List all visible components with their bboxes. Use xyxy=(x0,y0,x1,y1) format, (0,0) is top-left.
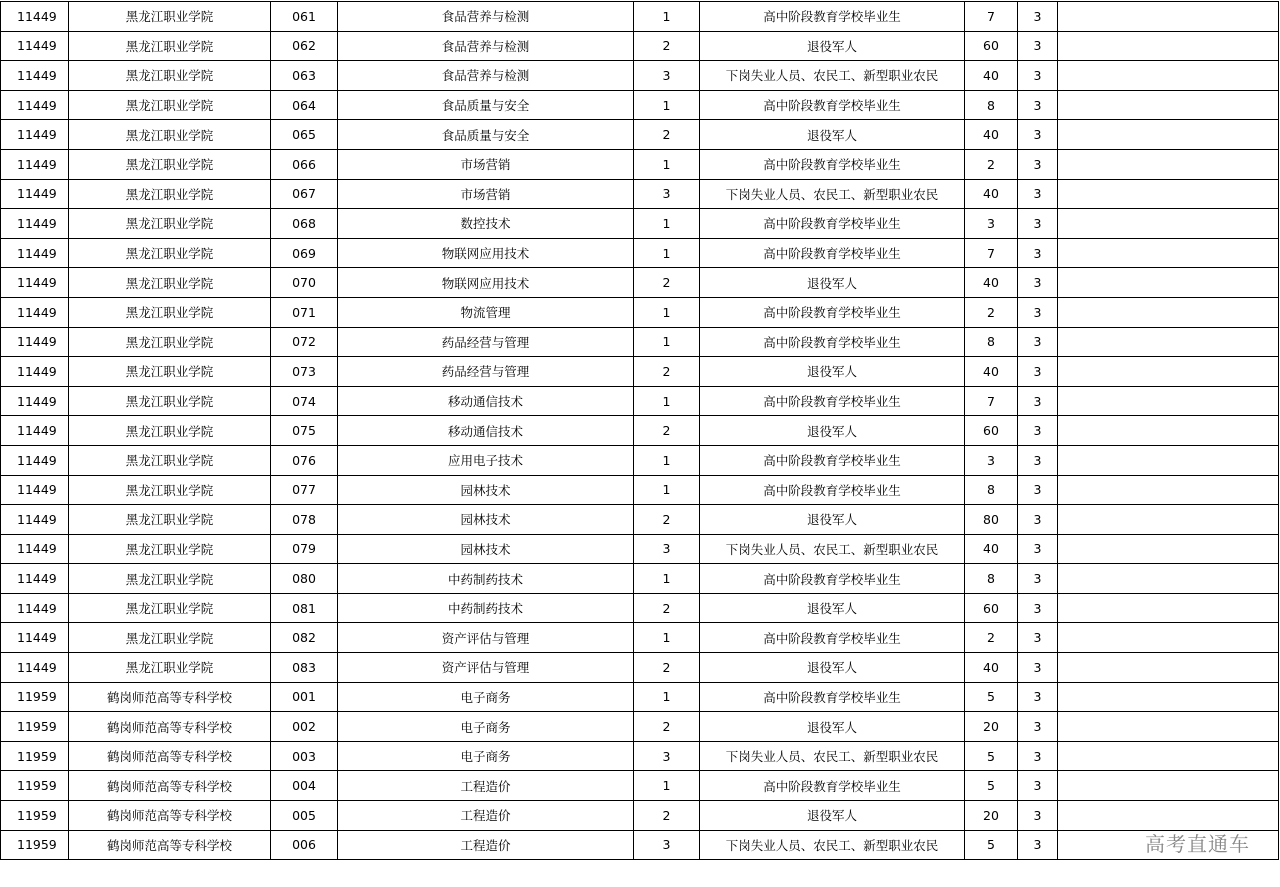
major-code-cell: 063 xyxy=(271,61,338,91)
major-code-cell: 073 xyxy=(271,357,338,387)
note-cell xyxy=(1058,2,1279,32)
table-row xyxy=(1,771,1279,801)
applicant-category-cell: 高中阶段教育学校毕业生 xyxy=(700,475,965,505)
study-years-cell: 3 xyxy=(1018,357,1058,387)
major-name-cell: 食品营养与检测 xyxy=(338,61,634,91)
applicant-category-cell: 高中阶段教育学校毕业生 xyxy=(700,386,965,416)
school-name-cell: 鹤岗师范高等专科学校 xyxy=(69,682,271,712)
school-name-cell: 黑龙江职业学院 xyxy=(69,564,271,594)
major-name-cell: 市场营销 xyxy=(338,179,634,209)
school-name-cell: 黑龙江职业学院 xyxy=(69,149,271,179)
table-row xyxy=(1,149,1279,179)
institution-code-cell: 11449 xyxy=(1,593,69,623)
institution-code-cell: 11959 xyxy=(1,830,69,860)
table-row xyxy=(1,120,1279,150)
table-row xyxy=(1,505,1279,535)
institution-code-cell: 11959 xyxy=(1,741,69,771)
major-name-cell: 园林技术 xyxy=(338,475,634,505)
applicant-type-cell: 2 xyxy=(634,416,700,446)
plan-count-cell: 8 xyxy=(965,564,1018,594)
note-cell xyxy=(1058,534,1279,564)
major-code-cell: 083 xyxy=(271,653,338,683)
applicant-type-cell: 1 xyxy=(634,327,700,357)
plan-count-cell: 3 xyxy=(965,445,1018,475)
applicant-category-cell: 高中阶段教育学校毕业生 xyxy=(700,623,965,653)
major-name-cell: 中药制药技术 xyxy=(338,593,634,623)
major-code-cell: 081 xyxy=(271,593,338,623)
major-name-cell: 物联网应用技术 xyxy=(338,268,634,298)
note-cell xyxy=(1058,238,1279,268)
school-name-cell: 黑龙江职业学院 xyxy=(69,61,271,91)
school-name-cell: 鹤岗师范高等专科学校 xyxy=(69,771,271,801)
applicant-category-cell: 高中阶段教育学校毕业生 xyxy=(700,2,965,32)
plan-count-cell: 3 xyxy=(965,209,1018,239)
school-name-cell: 黑龙江职业学院 xyxy=(69,534,271,564)
study-years-cell: 3 xyxy=(1018,445,1058,475)
study-years-cell: 3 xyxy=(1018,505,1058,535)
institution-code-cell: 11449 xyxy=(1,2,69,32)
plan-count-cell: 8 xyxy=(965,327,1018,357)
table-row xyxy=(1,327,1279,357)
table-row xyxy=(1,179,1279,209)
applicant-category-cell: 退役军人 xyxy=(700,31,965,61)
plan-count-cell: 7 xyxy=(965,238,1018,268)
applicant-category-cell: 退役军人 xyxy=(700,268,965,298)
study-years-cell: 3 xyxy=(1018,416,1058,446)
note-cell xyxy=(1058,149,1279,179)
school-name-cell: 黑龙江职业学院 xyxy=(69,297,271,327)
note-cell xyxy=(1058,653,1279,683)
applicant-type-cell: 1 xyxy=(634,682,700,712)
applicant-category-cell: 高中阶段教育学校毕业生 xyxy=(700,771,965,801)
study-years-cell: 3 xyxy=(1018,682,1058,712)
table-row xyxy=(1,801,1279,831)
applicant-category-cell: 下岗失业人员、农民工、新型职业农民 xyxy=(700,534,965,564)
study-years-cell: 3 xyxy=(1018,61,1058,91)
major-name-cell: 工程造价 xyxy=(338,771,634,801)
major-name-cell: 工程造价 xyxy=(338,801,634,831)
enrollment-table xyxy=(0,1,1279,860)
applicant-category-cell: 下岗失业人员、农民工、新型职业农民 xyxy=(700,179,965,209)
institution-code-cell: 11449 xyxy=(1,386,69,416)
institution-code-cell: 11449 xyxy=(1,623,69,653)
major-name-cell: 资产评估与管理 xyxy=(338,623,634,653)
note-cell xyxy=(1058,771,1279,801)
note-cell xyxy=(1058,268,1279,298)
applicant-category-cell: 高中阶段教育学校毕业生 xyxy=(700,149,965,179)
note-cell xyxy=(1058,475,1279,505)
applicant-type-cell: 2 xyxy=(634,593,700,623)
plan-count-cell: 20 xyxy=(965,712,1018,742)
study-years-cell: 3 xyxy=(1018,149,1058,179)
plan-count-cell: 5 xyxy=(965,830,1018,860)
table-row xyxy=(1,534,1279,564)
applicant-category-cell: 下岗失业人员、农民工、新型职业农民 xyxy=(700,830,965,860)
institution-code-cell: 11449 xyxy=(1,90,69,120)
major-code-cell: 062 xyxy=(271,31,338,61)
major-name-cell: 物联网应用技术 xyxy=(338,238,634,268)
applicant-type-cell: 1 xyxy=(634,209,700,239)
applicant-category-cell: 高中阶段教育学校毕业生 xyxy=(700,209,965,239)
major-name-cell: 工程造价 xyxy=(338,830,634,860)
school-name-cell: 黑龙江职业学院 xyxy=(69,475,271,505)
table-row xyxy=(1,90,1279,120)
note-cell xyxy=(1058,61,1279,91)
institution-code-cell: 11449 xyxy=(1,534,69,564)
institution-code-cell: 11959 xyxy=(1,682,69,712)
school-name-cell: 黑龙江职业学院 xyxy=(69,593,271,623)
table-row xyxy=(1,623,1279,653)
applicant-category-cell: 退役军人 xyxy=(700,593,965,623)
institution-code-cell: 11449 xyxy=(1,268,69,298)
note-cell xyxy=(1058,120,1279,150)
note-cell xyxy=(1058,505,1279,535)
school-name-cell: 黑龙江职业学院 xyxy=(69,386,271,416)
table-row xyxy=(1,357,1279,387)
table-row xyxy=(1,209,1279,239)
note-cell xyxy=(1058,682,1279,712)
plan-count-cell: 5 xyxy=(965,682,1018,712)
major-code-cell: 061 xyxy=(271,2,338,32)
note-cell xyxy=(1058,209,1279,239)
study-years-cell: 3 xyxy=(1018,475,1058,505)
major-name-cell: 资产评估与管理 xyxy=(338,653,634,683)
applicant-category-cell: 高中阶段教育学校毕业生 xyxy=(700,445,965,475)
plan-count-cell: 7 xyxy=(965,2,1018,32)
institution-code-cell: 11449 xyxy=(1,238,69,268)
major-code-cell: 005 xyxy=(271,801,338,831)
study-years-cell: 3 xyxy=(1018,209,1058,239)
note-cell xyxy=(1058,90,1279,120)
school-name-cell: 黑龙江职业学院 xyxy=(69,327,271,357)
institution-code-cell: 11449 xyxy=(1,416,69,446)
table-row xyxy=(1,445,1279,475)
major-name-cell: 移动通信技术 xyxy=(338,416,634,446)
note-cell xyxy=(1058,327,1279,357)
study-years-cell: 3 xyxy=(1018,238,1058,268)
major-code-cell: 071 xyxy=(271,297,338,327)
applicant-type-cell: 2 xyxy=(634,801,700,831)
study-years-cell: 3 xyxy=(1018,712,1058,742)
major-code-cell: 068 xyxy=(271,209,338,239)
table-row xyxy=(1,712,1279,742)
major-name-cell: 市场营销 xyxy=(338,149,634,179)
applicant-type-cell: 2 xyxy=(634,31,700,61)
study-years-cell: 3 xyxy=(1018,268,1058,298)
plan-count-cell: 60 xyxy=(965,593,1018,623)
major-name-cell: 电子商务 xyxy=(338,682,634,712)
applicant-type-cell: 1 xyxy=(634,564,700,594)
study-years-cell: 3 xyxy=(1018,90,1058,120)
institution-code-cell: 11449 xyxy=(1,31,69,61)
major-code-cell: 004 xyxy=(271,771,338,801)
note-cell xyxy=(1058,564,1279,594)
table-row xyxy=(1,475,1279,505)
major-name-cell: 食品营养与检测 xyxy=(338,31,634,61)
applicant-category-cell: 高中阶段教育学校毕业生 xyxy=(700,90,965,120)
plan-count-cell: 5 xyxy=(965,771,1018,801)
plan-count-cell: 2 xyxy=(965,297,1018,327)
table-row xyxy=(1,268,1279,298)
major-name-cell: 数控技术 xyxy=(338,209,634,239)
note-cell xyxy=(1058,593,1279,623)
table-row xyxy=(1,297,1279,327)
plan-count-cell: 80 xyxy=(965,505,1018,535)
school-name-cell: 黑龙江职业学院 xyxy=(69,505,271,535)
study-years-cell: 3 xyxy=(1018,327,1058,357)
note-cell xyxy=(1058,357,1279,387)
applicant-category-cell: 退役军人 xyxy=(700,505,965,535)
major-code-cell: 074 xyxy=(271,386,338,416)
plan-count-cell: 5 xyxy=(965,741,1018,771)
plan-count-cell: 8 xyxy=(965,475,1018,505)
institution-code-cell: 11959 xyxy=(1,712,69,742)
table-row xyxy=(1,238,1279,268)
study-years-cell: 3 xyxy=(1018,179,1058,209)
applicant-type-cell: 3 xyxy=(634,830,700,860)
note-cell xyxy=(1058,712,1279,742)
institution-code-cell: 11449 xyxy=(1,209,69,239)
applicant-type-cell: 1 xyxy=(634,623,700,653)
school-name-cell: 鹤岗师范高等专科学校 xyxy=(69,712,271,742)
applicant-type-cell: 1 xyxy=(634,445,700,475)
major-name-cell: 食品营养与检测 xyxy=(338,2,634,32)
applicant-type-cell: 2 xyxy=(634,268,700,298)
major-code-cell: 076 xyxy=(271,445,338,475)
major-code-cell: 082 xyxy=(271,623,338,653)
major-name-cell: 药品经营与管理 xyxy=(338,357,634,387)
applicant-category-cell: 下岗失业人员、农民工、新型职业农民 xyxy=(700,61,965,91)
school-name-cell: 鹤岗师范高等专科学校 xyxy=(69,801,271,831)
plan-count-cell: 2 xyxy=(965,149,1018,179)
institution-code-cell: 11959 xyxy=(1,771,69,801)
applicant-category-cell: 高中阶段教育学校毕业生 xyxy=(700,682,965,712)
applicant-type-cell: 2 xyxy=(634,120,700,150)
table-row xyxy=(1,564,1279,594)
table-row xyxy=(1,386,1279,416)
watermark-text: 高考直通车 xyxy=(1145,832,1250,856)
table-row xyxy=(1,31,1279,61)
study-years-cell: 3 xyxy=(1018,593,1058,623)
plan-count-cell: 2 xyxy=(965,623,1018,653)
table-row xyxy=(1,830,1279,860)
school-name-cell: 黑龙江职业学院 xyxy=(69,623,271,653)
major-code-cell: 078 xyxy=(271,505,338,535)
plan-count-cell: 40 xyxy=(965,179,1018,209)
applicant-category-cell: 高中阶段教育学校毕业生 xyxy=(700,238,965,268)
study-years-cell: 3 xyxy=(1018,120,1058,150)
institution-code-cell: 11449 xyxy=(1,327,69,357)
note-cell xyxy=(1058,31,1279,61)
plan-count-cell: 20 xyxy=(965,801,1018,831)
applicant-type-cell: 1 xyxy=(634,771,700,801)
school-name-cell: 黑龙江职业学院 xyxy=(69,357,271,387)
plan-count-cell: 40 xyxy=(965,268,1018,298)
note-cell xyxy=(1058,801,1279,831)
school-name-cell: 鹤岗师范高等专科学校 xyxy=(69,830,271,860)
plan-count-cell: 60 xyxy=(965,416,1018,446)
institution-code-cell: 11449 xyxy=(1,120,69,150)
applicant-type-cell: 3 xyxy=(634,179,700,209)
institution-code-cell: 11449 xyxy=(1,564,69,594)
major-code-cell: 001 xyxy=(271,682,338,712)
applicant-type-cell: 1 xyxy=(634,297,700,327)
major-name-cell: 物流管理 xyxy=(338,297,634,327)
major-code-cell: 070 xyxy=(271,268,338,298)
school-name-cell: 黑龙江职业学院 xyxy=(69,179,271,209)
applicant-category-cell: 高中阶段教育学校毕业生 xyxy=(700,297,965,327)
table-row xyxy=(1,682,1279,712)
study-years-cell: 3 xyxy=(1018,771,1058,801)
plan-count-cell: 8 xyxy=(965,90,1018,120)
institution-code-cell: 11449 xyxy=(1,357,69,387)
school-name-cell: 黑龙江职业学院 xyxy=(69,268,271,298)
study-years-cell: 3 xyxy=(1018,2,1058,32)
applicant-type-cell: 1 xyxy=(634,238,700,268)
applicant-type-cell: 2 xyxy=(634,712,700,742)
major-code-cell: 067 xyxy=(271,179,338,209)
table-row xyxy=(1,741,1279,771)
study-years-cell: 3 xyxy=(1018,297,1058,327)
school-name-cell: 黑龙江职业学院 xyxy=(69,120,271,150)
applicant-category-cell: 退役军人 xyxy=(700,653,965,683)
applicant-type-cell: 1 xyxy=(634,149,700,179)
applicant-type-cell: 3 xyxy=(634,61,700,91)
major-name-cell: 电子商务 xyxy=(338,741,634,771)
major-name-cell: 应用电子技术 xyxy=(338,445,634,475)
applicant-category-cell: 退役军人 xyxy=(700,801,965,831)
major-name-cell: 园林技术 xyxy=(338,505,634,535)
table-row xyxy=(1,61,1279,91)
applicant-type-cell: 1 xyxy=(634,475,700,505)
table-row xyxy=(1,416,1279,446)
plan-count-cell: 40 xyxy=(965,357,1018,387)
major-code-cell: 079 xyxy=(271,534,338,564)
note-cell xyxy=(1058,623,1279,653)
school-name-cell: 黑龙江职业学院 xyxy=(69,31,271,61)
major-code-cell: 080 xyxy=(271,564,338,594)
study-years-cell: 3 xyxy=(1018,31,1058,61)
note-cell xyxy=(1058,741,1279,771)
applicant-category-cell: 退役军人 xyxy=(700,416,965,446)
study-years-cell: 3 xyxy=(1018,653,1058,683)
applicant-type-cell: 3 xyxy=(634,741,700,771)
table-row xyxy=(1,2,1279,32)
major-name-cell: 中药制药技术 xyxy=(338,564,634,594)
applicant-type-cell: 3 xyxy=(634,534,700,564)
note-cell xyxy=(1058,179,1279,209)
applicant-type-cell: 1 xyxy=(634,2,700,32)
institution-code-cell: 11959 xyxy=(1,801,69,831)
applicant-type-cell: 1 xyxy=(634,90,700,120)
major-code-cell: 065 xyxy=(271,120,338,150)
applicant-category-cell: 高中阶段教育学校毕业生 xyxy=(700,564,965,594)
major-name-cell: 电子商务 xyxy=(338,712,634,742)
plan-count-cell: 40 xyxy=(965,120,1018,150)
institution-code-cell: 11449 xyxy=(1,297,69,327)
school-name-cell: 黑龙江职业学院 xyxy=(69,90,271,120)
major-name-cell: 食品质量与安全 xyxy=(338,90,634,120)
note-cell xyxy=(1058,416,1279,446)
institution-code-cell: 11449 xyxy=(1,653,69,683)
school-name-cell: 黑龙江职业学院 xyxy=(69,209,271,239)
plan-count-cell: 40 xyxy=(965,653,1018,683)
applicant-type-cell: 2 xyxy=(634,505,700,535)
major-code-cell: 075 xyxy=(271,416,338,446)
major-name-cell: 食品质量与安全 xyxy=(338,120,634,150)
major-code-cell: 069 xyxy=(271,238,338,268)
applicant-category-cell: 下岗失业人员、农民工、新型职业农民 xyxy=(700,741,965,771)
school-name-cell: 黑龙江职业学院 xyxy=(69,416,271,446)
study-years-cell: 3 xyxy=(1018,801,1058,831)
applicant-type-cell: 2 xyxy=(634,653,700,683)
study-years-cell: 3 xyxy=(1018,386,1058,416)
institution-code-cell: 11449 xyxy=(1,61,69,91)
applicant-category-cell: 退役军人 xyxy=(700,357,965,387)
major-name-cell: 药品经营与管理 xyxy=(338,327,634,357)
school-name-cell: 黑龙江职业学院 xyxy=(69,653,271,683)
plan-count-cell: 60 xyxy=(965,31,1018,61)
major-code-cell: 066 xyxy=(271,149,338,179)
note-cell xyxy=(1058,386,1279,416)
applicant-type-cell: 2 xyxy=(634,357,700,387)
institution-code-cell: 11449 xyxy=(1,505,69,535)
major-code-cell: 002 xyxy=(271,712,338,742)
applicant-category-cell: 退役军人 xyxy=(700,712,965,742)
plan-count-cell: 7 xyxy=(965,386,1018,416)
note-cell xyxy=(1058,297,1279,327)
table-body xyxy=(1,2,1279,860)
table-row xyxy=(1,593,1279,623)
school-name-cell: 黑龙江职业学院 xyxy=(69,238,271,268)
applicant-category-cell: 高中阶段教育学校毕业生 xyxy=(700,327,965,357)
applicant-category-cell: 退役军人 xyxy=(700,120,965,150)
institution-code-cell: 11449 xyxy=(1,445,69,475)
major-code-cell: 072 xyxy=(271,327,338,357)
major-code-cell: 006 xyxy=(271,830,338,860)
institution-code-cell: 11449 xyxy=(1,149,69,179)
major-name-cell: 移动通信技术 xyxy=(338,386,634,416)
major-code-cell: 064 xyxy=(271,90,338,120)
table-row xyxy=(1,653,1279,683)
school-name-cell: 黑龙江职业学院 xyxy=(69,445,271,475)
school-name-cell: 黑龙江职业学院 xyxy=(69,2,271,32)
major-code-cell: 003 xyxy=(271,741,338,771)
plan-count-cell: 40 xyxy=(965,61,1018,91)
institution-code-cell: 11449 xyxy=(1,475,69,505)
study-years-cell: 3 xyxy=(1018,564,1058,594)
note-cell xyxy=(1058,445,1279,475)
major-code-cell: 077 xyxy=(271,475,338,505)
study-years-cell: 3 xyxy=(1018,623,1058,653)
study-years-cell: 3 xyxy=(1018,741,1058,771)
school-name-cell: 鹤岗师范高等专科学校 xyxy=(69,741,271,771)
study-years-cell: 3 xyxy=(1018,830,1058,860)
study-years-cell: 3 xyxy=(1018,534,1058,564)
plan-count-cell: 40 xyxy=(965,534,1018,564)
applicant-type-cell: 1 xyxy=(634,386,700,416)
major-name-cell: 园林技术 xyxy=(338,534,634,564)
institution-code-cell: 11449 xyxy=(1,179,69,209)
